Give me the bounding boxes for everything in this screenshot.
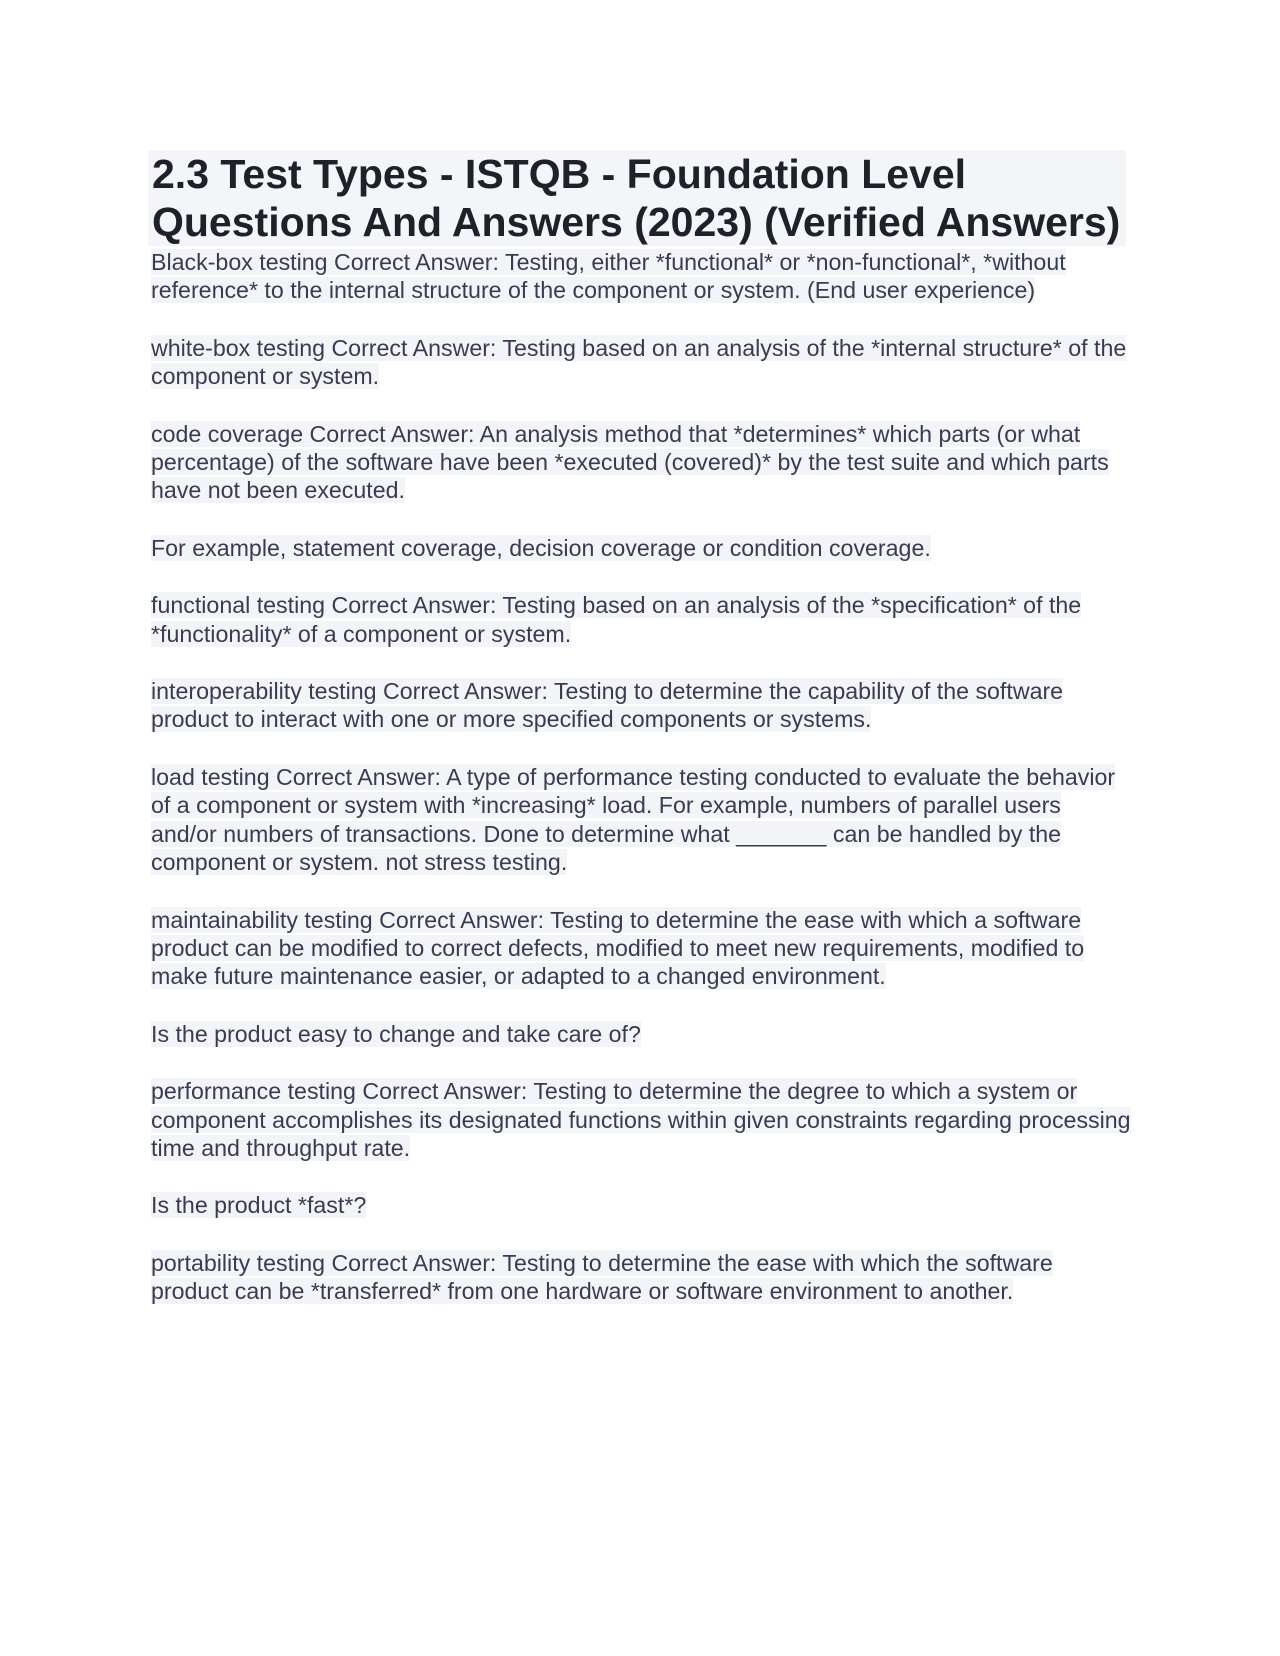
- document-page: [148, 150, 1132, 1335]
- document-title: 2.3 Test Types - ISTQB - Foundation Level Questions And Answers (2023) (Verified Answers): [148, 150, 1126, 246]
- entry-text: interoperability testing Correct Answer: Testing to determine the capability of the software product to interact with one or more specified components or systems.: [151, 678, 1064, 733]
- entry-text: white-box testing Correct Answer: Testing based on an analysis of the *internal structure* of the component or system.: [151, 334, 1127, 390]
- entry-performance-note: [148, 1191, 1132, 1219]
- entry-white-box-testing: [148, 334, 1132, 391]
- entry-text: functional testing Correct Answer: Testing based on an analysis of the *specification* of the *functionality* of a component or system.: [151, 592, 1082, 647]
- entry-text: Black-box testing Correct Answer: Testing, either *functional* or *non-functional*, *without reference* to the internal structure of the component or system. (End user experience): [151, 249, 1066, 304]
- entry-code-coverage: [148, 420, 1132, 505]
- entry-load-testing: [148, 763, 1132, 877]
- entry-text: For example, statement coverage, decision coverage or condition coverage.: [151, 534, 931, 561]
- entry-text: portability testing Correct Answer: Testing to determine the ease with which the software product can be *transferred* from one hardware or software environment to another.: [151, 1249, 1053, 1305]
- entry-text: performance testing Correct Answer: Testing to determine the degree to which a system or component accomplishes its designated functions within given constraints regarding processing time and throughput rate.: [151, 1078, 1131, 1161]
- entry-portability-testing: [148, 1249, 1132, 1306]
- entry-code-coverage-example: [148, 534, 1132, 562]
- entry-performance-testing: [148, 1077, 1132, 1162]
- entry-functional-testing: [148, 591, 1132, 648]
- document-body: [148, 248, 1132, 1306]
- entry-text: code coverage Correct Answer: An analysis method that *determines* which parts (or what percentage) of the software have been *executed (covered)* by the test suite and which parts have not been executed.: [151, 420, 1109, 504]
- entry-black-box-testing: [148, 248, 1132, 305]
- entry-text: maintainability testing Correct Answer: Testing to determine the ease with which a software product can be modified to correct defects, modified to meet new requirements, modified to make future maintenance easier, or adapted to a changed environment.: [151, 906, 1085, 990]
- entry-maintainability-testing: [148, 906, 1132, 991]
- entry-maintainability-note: [148, 1020, 1132, 1048]
- entry-interoperability-testing: [148, 677, 1132, 734]
- entry-text: load testing Correct Answer: A type of performance testing conducted to evaluate the behavior of a component or system with *increasing* load. For example, numbers of parallel users and/or numbers of transactions. Done to determine what _______ can be handled by the component or system. not stress testing.: [151, 763, 1116, 876]
- entry-text: Is the product easy to change and take care of?: [151, 1020, 641, 1047]
- entry-text: Is the product *fast*?: [151, 1192, 367, 1219]
